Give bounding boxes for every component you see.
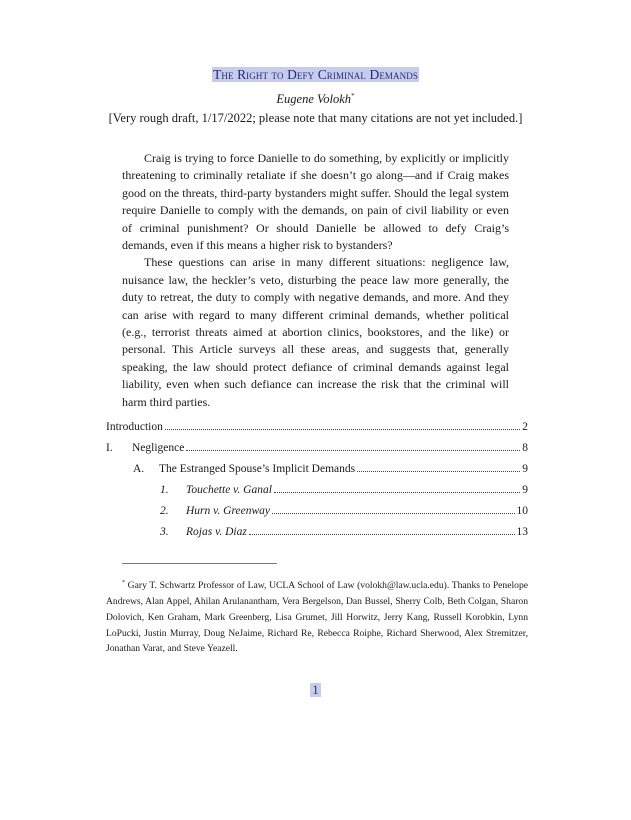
article-title-text: The Right to Defy Criminal Demands xyxy=(213,67,418,82)
toc-entry-number: 2. xyxy=(160,505,169,517)
toc-entry-label: The Estranged Spouse’s Implicit Demands xyxy=(159,463,356,475)
toc-entry-estranged-spouse[interactable] xyxy=(133,463,528,479)
page-number-text: 1 xyxy=(312,683,319,697)
toc-entry-label: Touchette v. Ganal xyxy=(186,484,272,496)
toc-entry-label: Introduction xyxy=(106,421,163,433)
toc-entry-label: Hurn v. Greenway xyxy=(186,505,270,517)
author-name: Eugene Volokh xyxy=(276,92,352,107)
author-line xyxy=(0,92,631,107)
draft-note: [Very rough draft, 1/17/2022; please note that many citations are not yet included.] xyxy=(108,111,523,125)
toc-entry-page: 10 xyxy=(516,505,528,517)
toc-entry-page: 9 xyxy=(522,484,528,496)
toc-leader-dots xyxy=(274,492,520,493)
toc-leader-dots xyxy=(272,513,515,514)
toc-entry-number: 1. xyxy=(160,484,169,496)
toc-entry-negligence[interactable] xyxy=(106,442,528,458)
toc-entry-number: A. xyxy=(133,463,145,475)
toc-entry-introduction[interactable] xyxy=(106,421,528,437)
abstract-paragraph-1: Craig is trying to force Danielle to do something, by explicitly or implicitly threatening to criminally retaliate if she doesn’t go along—and if Craig makes good on the threats, third-party bystanders might suffer. Should the legal system require Danielle to comply with the demands, on pain of civil liability or even of criminal punishment? Or should Danielle be allowed to defy Craig’s demands, even if this means a higher risk to bystanders? xyxy=(122,151,509,253)
footnote-mark: * xyxy=(122,580,125,586)
toc-leader-dots xyxy=(186,450,520,451)
toc-leader-dots xyxy=(165,429,520,430)
toc-entry-number: I. xyxy=(106,442,113,454)
article-title xyxy=(0,67,631,83)
author-footnote-mark[interactable]: * xyxy=(351,92,355,100)
toc-entry-number: 3. xyxy=(160,526,169,538)
toc-entry-page: 13 xyxy=(516,526,528,538)
toc-entry-page: 2 xyxy=(522,421,528,433)
toc-entry-label: Negligence xyxy=(132,442,185,454)
toc-leader-dots xyxy=(249,534,515,535)
abstract xyxy=(122,150,509,411)
footnote-divider xyxy=(122,563,277,564)
toc-leader-dots xyxy=(357,471,520,472)
toc-entry-page: 9 xyxy=(522,463,528,475)
abstract-paragraph-2: These questions can arise in many different situations: negligence law, nuisance law, the heckler’s veto, disturbing the peace law more generally, the duty to retreat, the duty to comply with negative demands, and more. And they can arise with regard to many different criminal demands, whether political (e.g., terrorist threats aimed at abortion clinics, bookstores, and the like) or personal. This Article surveys all these areas, and suggests that, generally speaking, the law should protect defiance of criminal demands against legal liability, even when such defiance can increase the risk that the criminal will harm third parties. xyxy=(122,255,509,409)
toc-entry-hurn[interactable] xyxy=(160,505,528,521)
toc-entry-label: Rojas v. Diaz xyxy=(186,526,247,538)
toc-entry-touchette[interactable] xyxy=(160,484,528,500)
toc-entry-rojas[interactable] xyxy=(160,526,528,542)
footnote xyxy=(106,576,528,657)
footnote-text: Gary T. Schwartz Professor of Law, UCLA School of Law (volokh@law.ucla.edu). Thanks to Penelope Andrews, Alan Appel, Ahilan Arulanantham, Vera Bergelson, Dan Bussel, Sherry Colb, Beth Colgan, Sharon Dolovich, Ken Graham, Mark Greenberg, Lisa Grumet, Jill Horwitz, Jerry Kang, Russell Korobkin, Lynn LoPucki, Justin Murray, Doug NeJaime, Richard Re, Rebecca Roiphe, Richard Sherwood, Alex Stremitzer, Jonathan Varat, and Steve Yeazell. xyxy=(106,580,528,655)
toc-entry-page: 8 xyxy=(522,442,528,454)
page-number xyxy=(0,683,631,698)
